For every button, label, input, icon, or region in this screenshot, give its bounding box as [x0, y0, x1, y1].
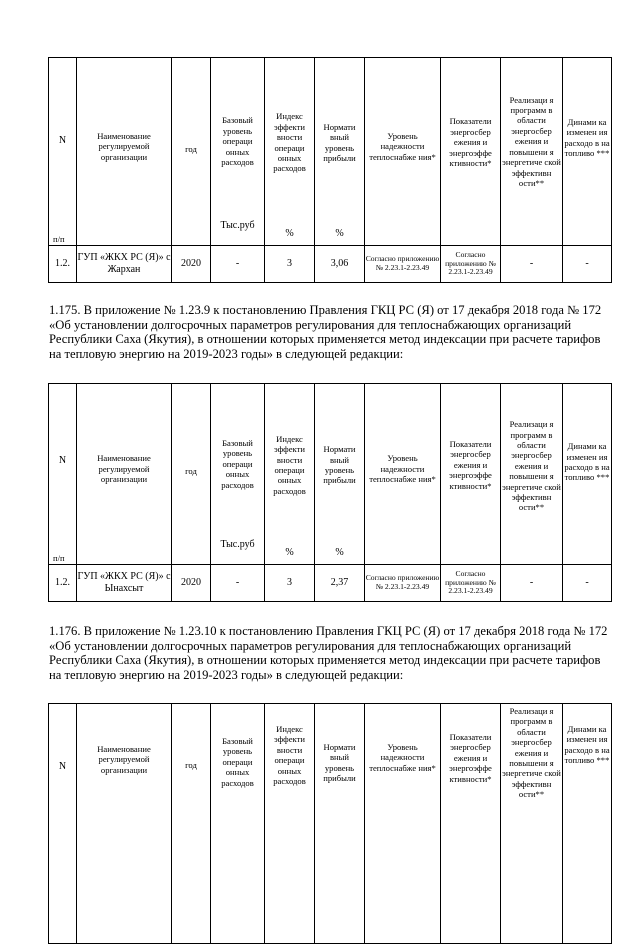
- table-row: [49, 565, 612, 602]
- cell-dynamics: -: [563, 565, 612, 602]
- header-energy: Показатели энергосбер ежения и энергоэффе ктивности*: [441, 58, 501, 246]
- header-reliability: Уровень надежности теплоснабже ния*: [365, 704, 441, 944]
- header-row: [49, 384, 612, 565]
- unit-thousand-rub: Тыс.руб: [220, 538, 255, 550]
- cell-year: 2020: [172, 246, 211, 283]
- header-row: [49, 58, 612, 246]
- header-n-sub: п/п: [53, 552, 65, 563]
- header-n: [49, 384, 77, 565]
- header-base: Базовый уровень операци онных расходов Тыс.руб: [211, 58, 265, 246]
- table-2: [48, 383, 612, 602]
- cell-n: 1.2.: [49, 565, 77, 602]
- cell-norm: 2,37: [315, 565, 365, 602]
- unit-thousand-rub: Тыс.руб: [220, 219, 255, 231]
- header-norm: Нормати вный уровень прибыли: [315, 704, 365, 944]
- cell-energy: Согласно приложению № 2.23.1-2.23.49: [441, 246, 501, 283]
- unit-percent: %: [335, 227, 344, 239]
- cell-base: -: [211, 246, 265, 283]
- header-norm: Нормати вный уровень прибыли %: [315, 384, 365, 565]
- header-dynamics: Динами ка изменен ия расходо в на топливо ***: [563, 704, 612, 944]
- header-energy: Показатели энергосбер ежения и энергоэффе ктивности*: [441, 384, 501, 565]
- header-year: год: [172, 58, 211, 246]
- header-reliability: Уровень надежности теплоснабже ния*: [365, 58, 441, 246]
- cell-programs: -: [501, 246, 563, 283]
- header-n-label: N: [58, 455, 67, 466]
- header-org: Наименование регулируемой организации: [77, 58, 172, 246]
- header-row: [49, 704, 612, 944]
- header-index: Индекс эффекти вности операци онных расходов %: [265, 58, 315, 246]
- header-n: [49, 58, 77, 246]
- cell-energy: Согласно приложению № 2.23.1-2.23.49: [441, 565, 501, 602]
- header-n-label: N: [58, 761, 67, 772]
- header-year: год: [172, 704, 211, 944]
- cell-n: 1.2.: [49, 246, 77, 283]
- cell-base: -: [211, 565, 265, 602]
- cell-reliability: Согласно приложению № 2.23.1-2.23.49: [365, 246, 441, 283]
- header-reliability: Уровень надежности теплоснабже ния*: [365, 384, 441, 565]
- header-dynamics: Динами ка изменен ия расходо в на топливо ***: [563, 384, 612, 565]
- header-n-label: N: [58, 135, 67, 146]
- cell-year: 2020: [172, 565, 211, 602]
- header-org: Наименование регулируемой организации: [77, 704, 172, 944]
- cell-index: 3: [265, 565, 315, 602]
- header-base: Базовый уровень операци онных расходов: [211, 704, 265, 944]
- header-index: Индекс эффекти вности операци онных расходов: [265, 704, 315, 944]
- unit-percent: %: [335, 546, 344, 558]
- paragraph-1-176: 1.176. В приложение № 1.23.10 к постановлению Правления ГКЦ РС (Я) от 17 декабря 2018 года № 172 «Об установлении долгосрочных параметров регулирования для теплоснабжающих организаций Республики Саха (Якутия), в отношении которых применяется метод индексации при расчете тарифов на тепловую энергию на 2019-2023 годы» в следующей редакции:: [49, 624, 608, 682]
- cell-org: ГУП «ЖКХ РС (Я)» с Жархан: [77, 246, 172, 283]
- paragraph-1-175: 1.175. В приложение № 1.23.9 к постановлению Правления ГКЦ РС (Я) от 17 декабря 2018 года № 172 «Об установлении долгосрочных параметров регулирования для теплоснабжающих организаций Республики Саха (Якутия), в отношении которых применяется метод индексации при расчете тарифов на тепловую энергию на 2019-2023 годы» в следующей редакции:: [49, 303, 602, 361]
- table-row: [49, 246, 612, 283]
- header-year: год: [172, 384, 211, 565]
- header-n-sub: п/п: [53, 233, 65, 244]
- cell-programs: -: [501, 565, 563, 602]
- header-energy: Показатели энергосбер ежения и энергоэффе ктивности*: [441, 704, 501, 944]
- header-norm: Нормати вный уровень прибыли %: [315, 58, 365, 246]
- unit-percent: %: [285, 227, 294, 239]
- header-n: [49, 704, 77, 944]
- header-org: Наименование регулируемой организации: [77, 384, 172, 565]
- header-index: Индекс эффекти вности операци онных расходов %: [265, 384, 315, 565]
- header-base: Базовый уровень операци онных расходов Тыс.руб: [211, 384, 265, 565]
- header-programs: Реализаци я программ в области энергосбер ежения и повышени я энергетиче ской эффективн ости**: [501, 704, 563, 944]
- cell-index: 3: [265, 246, 315, 283]
- table-1: [48, 57, 612, 283]
- cell-org: ГУП «ЖКХ РС (Я)» с Ынахсыт: [77, 565, 172, 602]
- cell-reliability: Согласно приложению № 2.23.1-2.23.49: [365, 565, 441, 602]
- unit-percent: %: [285, 546, 294, 558]
- cell-norm: 3,06: [315, 246, 365, 283]
- table-3: [48, 703, 612, 944]
- header-dynamics: Динами ка изменен ия расходо в на топливо ***: [563, 58, 612, 246]
- header-programs: Реализаци я программ в области энергосбер ежения и повышени я энергетиче ской эффективн ости**: [501, 384, 563, 565]
- cell-dynamics: -: [563, 246, 612, 283]
- header-programs: Реализаци я программ в области энергосбер ежения и повышени я энергетиче ской эффективн ости**: [501, 58, 563, 246]
